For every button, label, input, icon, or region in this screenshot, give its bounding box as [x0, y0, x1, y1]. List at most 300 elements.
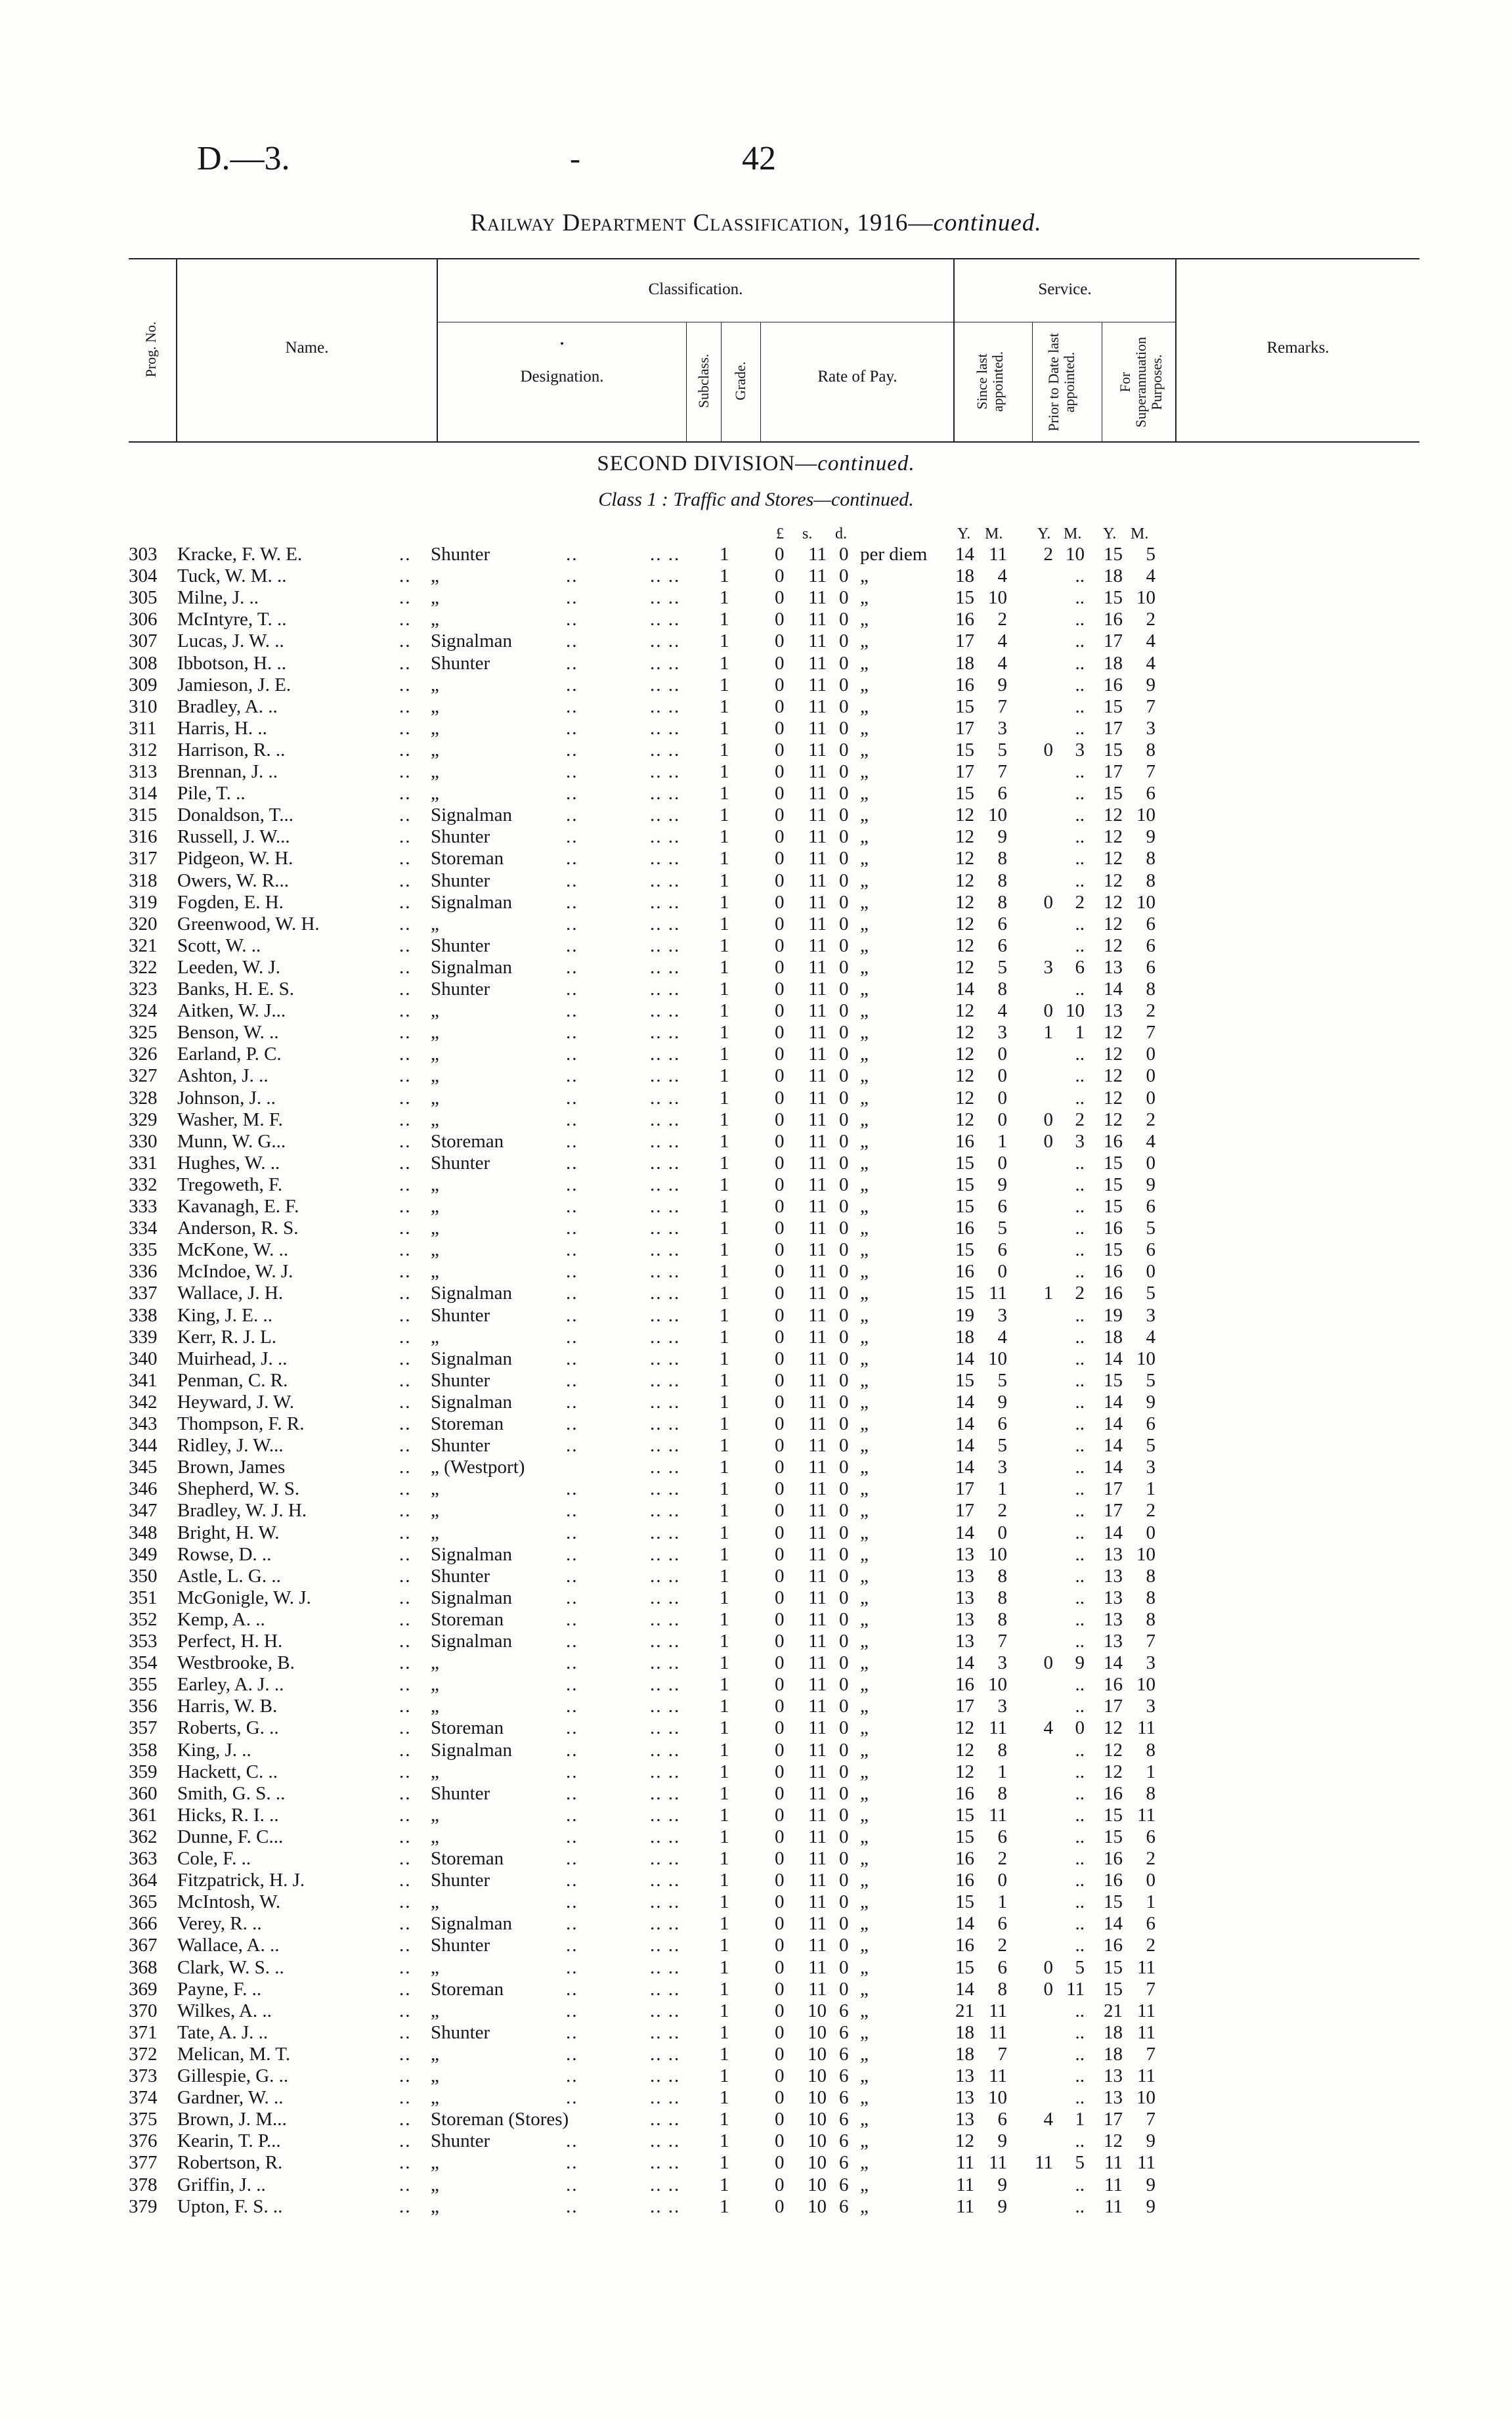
- since-months: 9: [997, 1391, 1007, 1413]
- pay-shillings: 11: [808, 1413, 827, 1434]
- pay-period: „: [860, 1435, 869, 1457]
- designation: „: [431, 1804, 439, 1826]
- super-years: 13: [1104, 1565, 1123, 1587]
- super-months: 10: [1136, 1543, 1156, 1565]
- pay-shillings: 11: [808, 1174, 827, 1195]
- designation: Shunter: [431, 1152, 490, 1174]
- pay-pounds: 0: [775, 783, 785, 804]
- prior-months: ..: [1075, 1522, 1085, 1543]
- leader-dots: ..: [566, 1478, 578, 1500]
- super-months: 6: [1146, 913, 1156, 935]
- pay-pounds: 0: [775, 1283, 785, 1304]
- since-months: 8: [997, 1978, 1007, 2000]
- pay-pence: 0: [839, 1913, 849, 1935]
- leader-dots: ..: [566, 1239, 578, 1261]
- leader-dots: ..: [566, 1283, 578, 1304]
- pay-shillings: 11: [808, 1218, 827, 1239]
- leader-dots: ..: [399, 544, 412, 565]
- pay-period: „: [860, 1369, 869, 1391]
- pay-pence: 6: [839, 2021, 849, 2043]
- prior-months: ..: [1075, 1174, 1085, 1195]
- leader-dots: .. ..: [650, 1956, 681, 1978]
- table-row: [0, 1566, 1512, 1587]
- super-years: 17: [1104, 761, 1123, 782]
- prior-months: ..: [1075, 1087, 1085, 1109]
- pay-period: „: [860, 2000, 869, 2021]
- prior-months: ..: [1075, 1913, 1085, 1935]
- designation: „: [431, 1261, 439, 1283]
- prog-no: 364: [129, 1870, 158, 1891]
- leader-dots: .. ..: [650, 1239, 681, 1261]
- leader-dots: .. ..: [650, 1652, 681, 1674]
- subclass: 1: [720, 1130, 729, 1152]
- since-years: 11: [956, 2174, 974, 2195]
- leader-dots: ..: [566, 1022, 578, 1044]
- pay-pence: 0: [839, 630, 849, 652]
- super-years: 17: [1104, 1696, 1123, 1717]
- leader-dots: .. ..: [650, 1739, 681, 1761]
- prog-no: 378: [129, 2174, 158, 2195]
- prior-years: 0: [1043, 739, 1053, 760]
- super-years: 16: [1104, 609, 1123, 630]
- since-months: 9: [997, 2174, 1007, 2195]
- pay-period: „: [860, 739, 869, 760]
- since-months: 1: [997, 1478, 1007, 1500]
- since-years: 11: [956, 2195, 974, 2217]
- since-years: 17: [955, 1478, 974, 1500]
- since-years: 17: [955, 630, 974, 652]
- leader-dots: ..: [399, 2043, 412, 2065]
- prior-months: ..: [1075, 1196, 1085, 1217]
- prog-no: 371: [129, 2021, 158, 2043]
- pay-pence: 0: [839, 826, 849, 848]
- subclass: 1: [720, 2087, 729, 2109]
- leader-dots: .. ..: [650, 1457, 681, 1478]
- leader-dots: ..: [566, 739, 578, 760]
- super-months: 6: [1146, 1826, 1156, 1847]
- since-months: 11: [989, 2152, 1007, 2174]
- pay-period: „: [860, 848, 869, 869]
- super-months: 2: [1146, 1000, 1156, 1022]
- pay-period: „: [860, 674, 869, 695]
- header-classification: Classification.: [648, 280, 743, 298]
- leader-dots: ..: [399, 1631, 412, 1652]
- leader-dots: ..: [566, 1696, 578, 1717]
- leader-dots: ..: [566, 630, 578, 652]
- pay-shillings: 11: [808, 1848, 827, 1869]
- leader-dots: .. ..: [650, 630, 681, 652]
- pay-period: „: [860, 783, 869, 804]
- leader-dots: .. ..: [650, 2021, 681, 2043]
- leader-dots: .. ..: [650, 739, 681, 760]
- pay-shillings: 11: [808, 717, 827, 739]
- pay-shillings: 11: [808, 1522, 827, 1543]
- pay-period: „: [860, 1065, 869, 1087]
- employee-name: Brown, James: [177, 1457, 286, 1478]
- leader-dots: .. ..: [650, 891, 681, 913]
- subclass: 1: [720, 761, 729, 782]
- leader-dots: .. ..: [650, 717, 681, 739]
- designation: Storeman: [431, 1978, 504, 2000]
- designation: „: [431, 1239, 439, 1261]
- leader-dots: ..: [566, 1804, 578, 1826]
- leader-dots: ..: [566, 1522, 578, 1543]
- pay-pounds: 0: [775, 2065, 785, 2086]
- designation: „: [431, 1196, 439, 1217]
- designation: „: [431, 1022, 439, 1044]
- prog-no: 334: [129, 1218, 158, 1239]
- prior-months: ..: [1075, 2174, 1085, 2195]
- leader-dots: ..: [566, 652, 578, 674]
- subclass: 1: [720, 1109, 729, 1130]
- since-months: 3: [997, 1457, 1007, 1478]
- super-months: 2: [1146, 1848, 1156, 1869]
- pay-shillings: 11: [808, 1152, 827, 1174]
- since-months: 6: [997, 1826, 1007, 1847]
- pay-shillings: 11: [808, 587, 827, 609]
- leader-dots: .. ..: [650, 1543, 681, 1565]
- leader-dots: ..: [566, 674, 578, 695]
- pay-shillings: 11: [808, 1304, 827, 1326]
- leader-dots: ..: [566, 1218, 578, 1239]
- super-years: 12: [1104, 913, 1123, 935]
- prior-months: ..: [1075, 2021, 1085, 2043]
- subclass: 1: [720, 1782, 729, 1804]
- pay-pounds: 0: [775, 1631, 785, 1652]
- prior-months: 3: [1075, 1130, 1085, 1152]
- designation: „: [431, 761, 439, 782]
- table-row: [0, 1413, 1512, 1434]
- since-years: 11: [956, 2152, 974, 2174]
- subclass: 1: [720, 695, 729, 717]
- super-years: 16: [1104, 1283, 1123, 1304]
- employee-name: Bradley, A. ..: [177, 695, 278, 717]
- designation: „: [431, 1674, 439, 1696]
- leader-dots: .. ..: [650, 1000, 681, 1022]
- since-months: 8: [997, 1782, 1007, 1804]
- pay-period: „: [860, 1022, 869, 1044]
- section-title-continued: continued.: [817, 452, 915, 475]
- pay-shillings: 11: [808, 1739, 827, 1761]
- designation: Signalman: [431, 1913, 513, 1935]
- prog-no: 375: [129, 2109, 158, 2130]
- leader-dots: ..: [399, 1804, 412, 1826]
- leader-dots: ..: [566, 826, 578, 848]
- pay-shillings: 11: [808, 1652, 827, 1674]
- table-row: [0, 2087, 1512, 2108]
- leader-dots: .. ..: [650, 1413, 681, 1434]
- leader-dots: ..: [566, 1848, 578, 1869]
- employee-name: Perfect, H. H.: [177, 1631, 283, 1652]
- designation: Shunter: [431, 544, 490, 565]
- super-months: 11: [1137, 2000, 1156, 2021]
- leader-dots: ..: [399, 913, 412, 935]
- employee-name: King, J. E. ..: [177, 1304, 272, 1326]
- unit-prior-years: Y.: [1037, 525, 1051, 542]
- super-years: 12: [1104, 1717, 1123, 1739]
- since-years: 17: [955, 1696, 974, 1717]
- subclass: 1: [720, 1674, 729, 1696]
- subclass: 1: [720, 1413, 729, 1434]
- pay-pounds: 0: [775, 1935, 785, 1956]
- since-months: 8: [997, 1565, 1007, 1587]
- pay-pence: 0: [839, 869, 849, 891]
- pay-pence: 0: [839, 1804, 849, 1826]
- employee-name: Wallace, A. ..: [177, 1935, 280, 1956]
- table-row: [0, 1544, 1512, 1565]
- since-years: 12: [955, 1044, 974, 1065]
- since-months: 8: [997, 891, 1007, 913]
- leader-dots: ..: [399, 1457, 412, 1478]
- pay-pence: 0: [839, 913, 849, 935]
- designation: „: [431, 695, 439, 717]
- pay-pence: 0: [839, 1565, 849, 1587]
- subclass: 1: [720, 544, 729, 565]
- section-title: [0, 452, 1512, 476]
- designation: „: [431, 1044, 439, 1065]
- leader-dots: ..: [399, 891, 412, 913]
- pay-pounds: 0: [775, 1913, 785, 1935]
- super-months: 8: [1146, 1565, 1156, 1587]
- leader-dots: ..: [399, 1587, 412, 1608]
- since-years: 12: [955, 1739, 974, 1761]
- since-months: 6: [997, 1913, 1007, 1935]
- pay-pence: 0: [839, 1543, 849, 1565]
- leader-dots: .. ..: [650, 1022, 681, 1044]
- prior-months: ..: [1075, 1326, 1085, 1348]
- designation: Storeman: [431, 1848, 504, 1869]
- since-years: 18: [955, 2021, 974, 2043]
- leader-dots: ..: [399, 609, 412, 630]
- prog-no: 377: [129, 2152, 158, 2174]
- pay-pounds: 0: [775, 1304, 785, 1326]
- leader-dots: ..: [566, 1652, 578, 1674]
- since-years: 14: [955, 1391, 974, 1413]
- leader-dots: ..: [566, 1044, 578, 1065]
- super-months: 4: [1146, 1326, 1156, 1348]
- prior-months: ..: [1075, 630, 1085, 652]
- pay-pounds: 0: [775, 1565, 785, 1587]
- subclass: 1: [720, 1435, 729, 1457]
- prior-years: 11: [1035, 2152, 1053, 2174]
- subclass: 1: [720, 1304, 729, 1326]
- pay-pounds: 0: [775, 1848, 785, 1869]
- pay-pounds: 0: [775, 1696, 785, 1717]
- table-row: [0, 2196, 1512, 2217]
- table-row: [0, 1392, 1512, 1413]
- super-years: 16: [1104, 1782, 1123, 1804]
- prog-no: 305: [129, 587, 158, 609]
- pay-pounds: 0: [775, 1022, 785, 1044]
- prior-months: ..: [1075, 1804, 1085, 1826]
- super-years: 17: [1104, 630, 1123, 652]
- table-row: [0, 1674, 1512, 1695]
- table-row: [0, 1218, 1512, 1239]
- super-years: 15: [1104, 1369, 1123, 1391]
- pay-pence: 0: [839, 1478, 849, 1500]
- prior-months: 2: [1075, 1283, 1085, 1304]
- subclass: 1: [720, 1457, 729, 1478]
- super-months: 11: [1137, 1717, 1156, 1739]
- employee-name: Muirhead, J. ..: [177, 1348, 288, 1369]
- pay-pounds: 0: [775, 1826, 785, 1847]
- pay-period: „: [860, 1891, 869, 1913]
- pay-period: „: [860, 1696, 869, 1717]
- prog-no: 320: [129, 913, 158, 935]
- leader-dots: ..: [399, 1500, 412, 1522]
- pay-pence: 0: [839, 1457, 849, 1478]
- leader-dots: ..: [399, 1261, 412, 1283]
- prior-months: 6: [1075, 956, 1085, 978]
- super-months: 3: [1146, 717, 1156, 739]
- leader-dots: .. ..: [650, 1391, 681, 1413]
- pay-shillings: 11: [808, 935, 827, 956]
- super-months: 8: [1146, 1739, 1156, 1761]
- leader-dots: ..: [566, 1326, 578, 1348]
- super-years: 11: [1104, 2195, 1123, 2217]
- since-years: 12: [955, 1087, 974, 1109]
- employee-name: Pidgeon, W. H.: [177, 848, 293, 869]
- leader-dots: ..: [566, 2174, 578, 2195]
- header-prog-no: Prog. No.: [142, 321, 159, 378]
- since-years: 21: [955, 2000, 974, 2021]
- subclass: 1: [720, 913, 729, 935]
- pay-pence: 0: [839, 1087, 849, 1109]
- pay-period: „: [860, 1109, 869, 1130]
- designation: Shunter: [431, 2130, 490, 2152]
- leader-dots: .. ..: [650, 1913, 681, 1935]
- unit-pounds: £: [776, 525, 784, 542]
- pay-period: „: [860, 891, 869, 913]
- table-row: [0, 674, 1512, 695]
- pay-pence: 6: [839, 2087, 849, 2109]
- leader-dots: ..: [399, 1196, 412, 1217]
- table-row: [0, 1891, 1512, 1912]
- pay-pence: 0: [839, 1870, 849, 1891]
- prog-no: 349: [129, 1543, 158, 1565]
- designation: Shunter: [431, 1304, 490, 1326]
- leader-dots: .. ..: [650, 1608, 681, 1630]
- table-row: [0, 2044, 1512, 2065]
- prog-no: 316: [129, 826, 158, 848]
- pay-pounds: 0: [775, 717, 785, 739]
- since-years: 12: [955, 1022, 974, 1044]
- pay-pounds: 0: [775, 2109, 785, 2130]
- super-months: 5: [1146, 1435, 1156, 1457]
- pay-pounds: 0: [775, 1326, 785, 1348]
- leader-dots: .. ..: [650, 1304, 681, 1326]
- pay-period: „: [860, 1196, 869, 1217]
- table-row: [0, 1478, 1512, 1499]
- leader-dots: ..: [566, 783, 578, 804]
- prog-no: 329: [129, 1109, 158, 1130]
- employee-name: Ibbotson, H. ..: [177, 652, 286, 674]
- leader-dots: ..: [399, 783, 412, 804]
- leader-dots: ..: [399, 979, 412, 1000]
- leader-dots: ..: [399, 1130, 412, 1152]
- leader-dots: ..: [399, 1044, 412, 1065]
- subclass: 1: [720, 1239, 729, 1261]
- table-row: [0, 1348, 1512, 1369]
- page-title-main: Railway Department Classification, 1916—: [470, 209, 934, 236]
- designation: Signalman: [431, 1283, 513, 1304]
- table-row: [0, 870, 1512, 891]
- employee-name: Greenwood, W. H.: [177, 913, 320, 935]
- leader-dots: ..: [566, 1000, 578, 1022]
- pay-shillings: 11: [808, 1587, 827, 1608]
- pay-pence: 0: [839, 1391, 849, 1413]
- employee-name: Thompson, F. R.: [177, 1413, 305, 1434]
- leader-dots: .. ..: [650, 1065, 681, 1087]
- table-row: [0, 565, 1512, 586]
- pay-pence: 0: [839, 609, 849, 630]
- prior-months: ..: [1075, 609, 1085, 630]
- prior-months: ..: [1075, 1782, 1085, 1804]
- table-row: [0, 1022, 1512, 1043]
- leader-dots: .. ..: [650, 1283, 681, 1304]
- leader-dots: .. ..: [650, 695, 681, 717]
- pay-shillings: 11: [808, 1717, 827, 1739]
- leader-dots: .. ..: [650, 1674, 681, 1696]
- super-months: 0: [1146, 1870, 1156, 1891]
- leader-dots: ..: [566, 1913, 578, 1935]
- leader-dots: .. ..: [650, 2152, 681, 2174]
- pay-period: „: [860, 1782, 869, 1804]
- subclass: 1: [720, 609, 729, 630]
- super-years: 14: [1104, 979, 1123, 1000]
- leader-dots: ..: [399, 565, 412, 587]
- pay-pence: 0: [839, 1696, 849, 1717]
- unit-since-months: M.: [985, 525, 1003, 542]
- super-years: 12: [1104, 1761, 1123, 1782]
- leader-dots: ..: [399, 2065, 412, 2086]
- leader-dots: ..: [566, 1608, 578, 1630]
- prior-months: ..: [1075, 1826, 1085, 1847]
- pay-pence: 0: [839, 1152, 849, 1174]
- since-months: 7: [997, 1631, 1007, 1652]
- pay-pence: 0: [839, 1500, 849, 1522]
- leader-dots: ..: [399, 1391, 412, 1413]
- super-months: 6: [1146, 1239, 1156, 1261]
- pay-pounds: 0: [775, 1717, 785, 1739]
- leader-dots: .. ..: [650, 761, 681, 782]
- prior-years: 0: [1043, 1109, 1053, 1130]
- pay-pounds: 0: [775, 1109, 785, 1130]
- super-months: 3: [1146, 1304, 1156, 1326]
- super-years: 13: [1104, 1608, 1123, 1630]
- leader-dots: .. ..: [650, 956, 681, 978]
- since-years: 14: [955, 1978, 974, 2000]
- pay-shillings: 11: [808, 1500, 827, 1522]
- pay-pounds: 0: [775, 2130, 785, 2152]
- prior-months: ..: [1075, 1348, 1085, 1369]
- super-months: 6: [1146, 1413, 1156, 1434]
- leader-dots: ..: [399, 2087, 412, 2109]
- leader-dots: ..: [399, 956, 412, 978]
- pay-shillings: 10: [808, 2152, 827, 2174]
- leader-dots: .. ..: [650, 2087, 681, 2109]
- pay-pence: 0: [839, 652, 849, 674]
- designation: „: [431, 739, 439, 760]
- since-years: 17: [955, 1500, 974, 1522]
- pay-pounds: 0: [775, 761, 785, 782]
- table-row: [0, 1935, 1512, 1956]
- pay-pounds: 0: [775, 1065, 785, 1087]
- prior-years: 2: [1043, 544, 1053, 565]
- pay-shillings: 11: [808, 1891, 827, 1913]
- pay-pounds: 0: [775, 544, 785, 565]
- designation: Signalman: [431, 804, 513, 826]
